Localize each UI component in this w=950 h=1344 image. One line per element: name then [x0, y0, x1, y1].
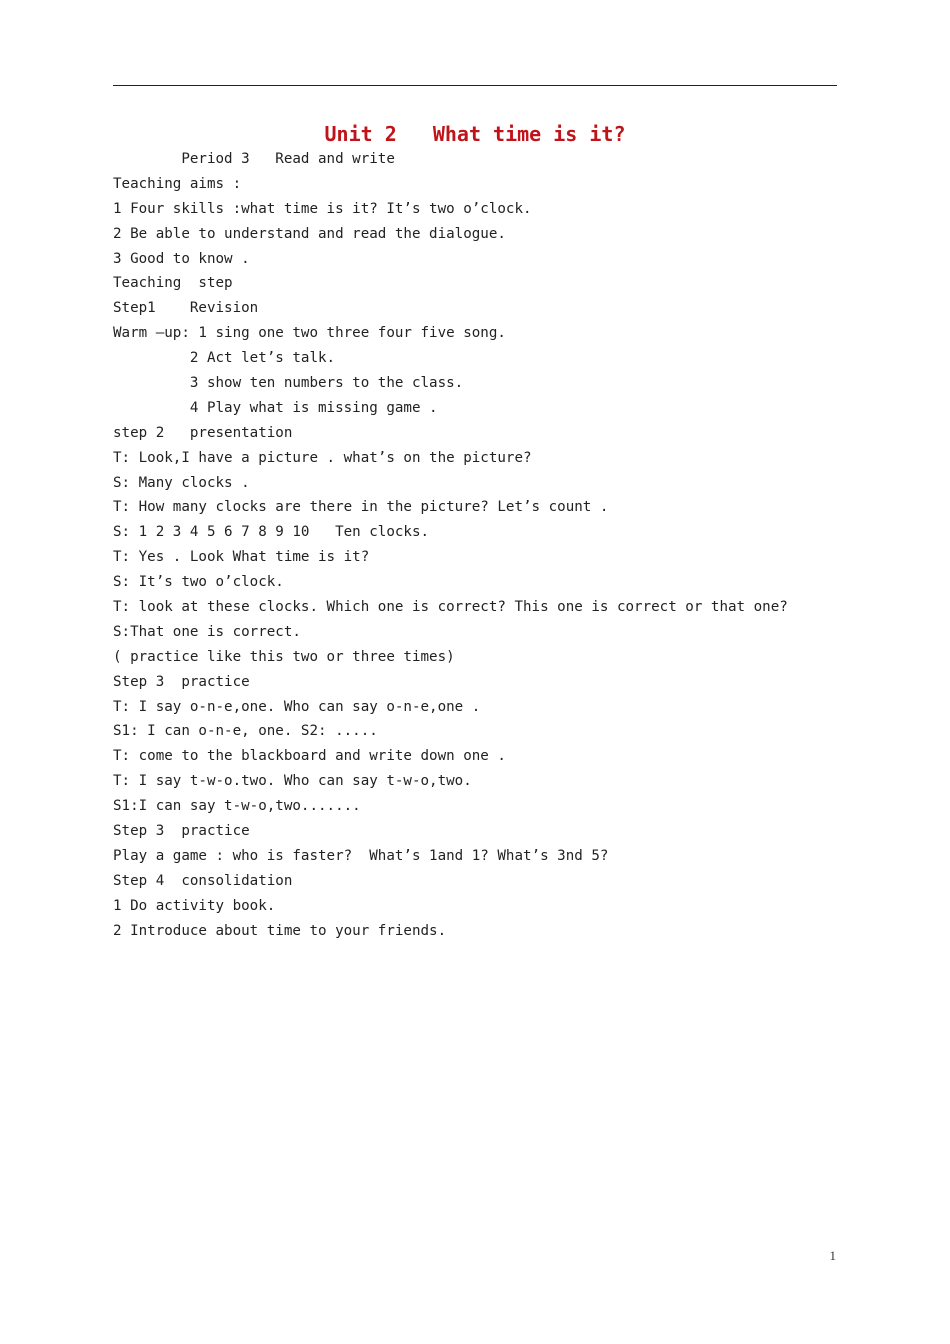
text-line: Step 4 consolidation — [113, 872, 293, 889]
page-number: 1 — [829, 1248, 836, 1263]
text-line: S: Many clocks . — [113, 474, 250, 491]
document-body — [113, 147, 837, 944]
text-line: T: come to the blackboard and write down one . — [113, 748, 506, 765]
text-line: step 2 presentation — [113, 424, 293, 441]
text-line: Teaching aims : — [113, 175, 242, 192]
text-line: T: Look,I have a picture . what’s on the picture? — [113, 449, 532, 466]
text-line: Step 3 practice — [113, 673, 250, 690]
text-line: Warm –up: 1 sing one two three four five song. — [113, 325, 506, 342]
text-line: S: 1 2 3 4 5 6 7 8 9 10 Ten clocks. — [113, 524, 430, 541]
text-line: 4 Play what is missing game . — [113, 399, 438, 416]
text-line: Teaching step — [113, 275, 233, 292]
text-line: T: I say o-n-e,one. Who can say o-n-e,one . — [113, 698, 481, 715]
text-line: 1 Four skills :what time is it? It’s two o’clock. — [113, 200, 532, 217]
text-line: ( practice like this two or three times) — [113, 648, 455, 665]
text-line: S1:I can say t-w-o,two....... — [113, 798, 361, 815]
document-title: Unit 2 What time is it? — [324, 122, 626, 146]
text-line: Step1 Revision — [113, 300, 259, 317]
text-line: Period 3 Read and write — [113, 151, 395, 167]
text-line: Step 3 practice — [113, 823, 250, 840]
text-line: T: I say t-w-o.two. Who can say t-w-o,two. — [113, 773, 472, 790]
text-line: 3 show ten numbers to the class. — [113, 375, 464, 392]
text-line: T: Yes . Look What time is it? — [113, 549, 370, 566]
text-line: S1: I can o-n-e, one. S2: ..... — [113, 723, 378, 740]
text-line: S: It’s two o’clock. — [113, 574, 284, 591]
text-line: 2 Act let’s talk. — [113, 350, 336, 367]
text-line: S:That one is correct. — [113, 623, 301, 640]
text-line: 1 Do activity book. — [113, 897, 276, 914]
text-line: 2 Introduce about time to your friends. — [113, 922, 447, 939]
text-line: 3 Good to know . — [113, 250, 250, 267]
text-line: 2 Be able to understand and read the dialogue. — [113, 225, 506, 242]
text-line: T: How many clocks are there in the picture? Let’s count . — [113, 499, 609, 516]
text-line: Play a game : who is faster? What’s 1and 1? What’s 3nd 5? — [113, 847, 609, 864]
text-line: T: look at these clocks. Which one is correct? This one is correct or that one? — [113, 599, 788, 616]
header-rule — [113, 85, 837, 86]
